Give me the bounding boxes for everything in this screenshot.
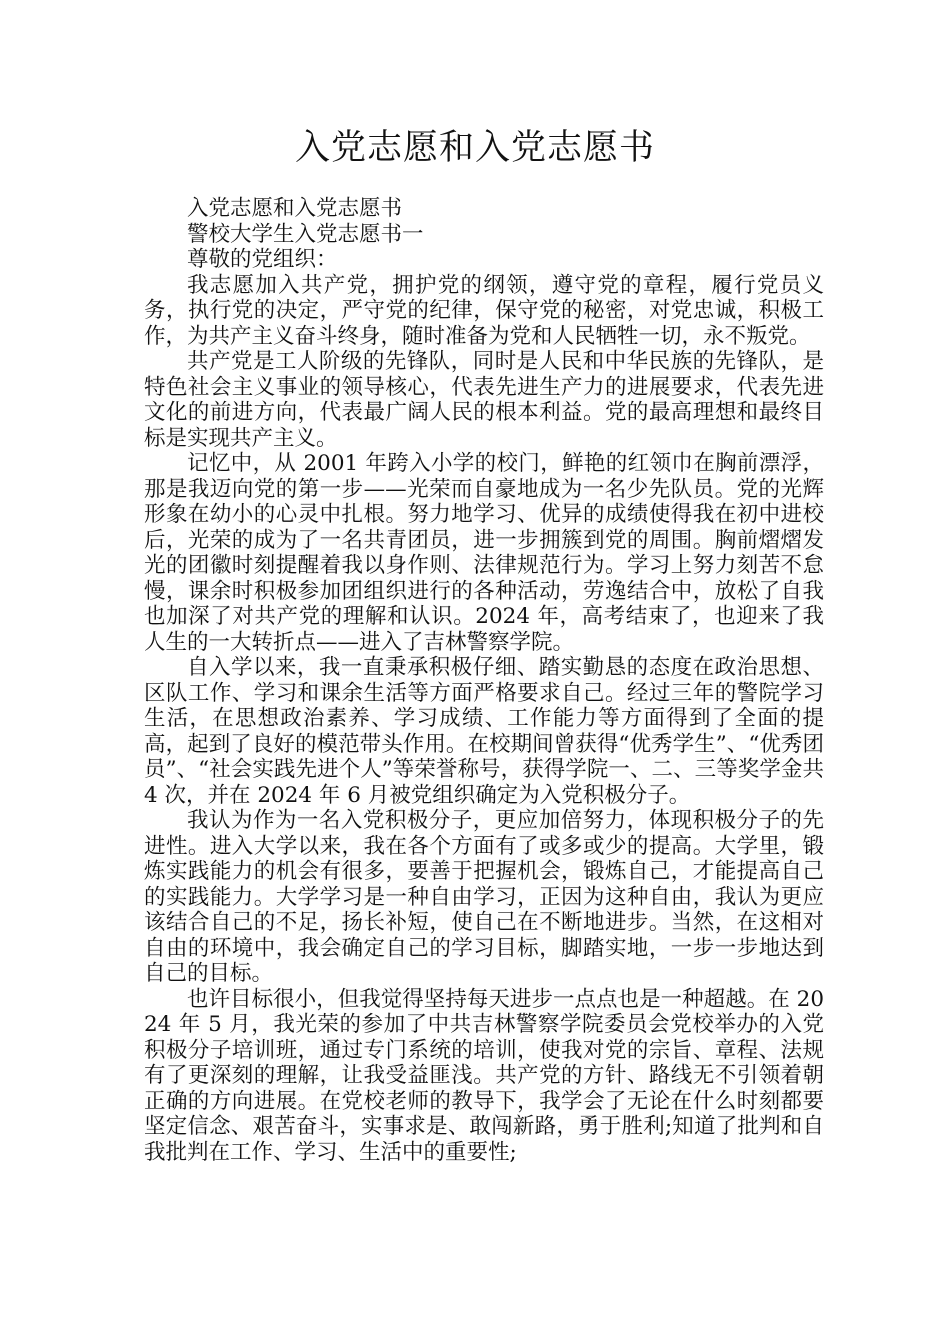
- subheading-line: 警校大学生入党志愿书一: [187, 221, 424, 247]
- paragraph: 也许目标很小，但我觉得坚持每天进步一点点也是一种超越。在 2024 年 5 月，我光荣的参加了中共吉林警察学院委员会党校举办的入党积极分子培训班，通过专门系统的培训，使我对党的宗旨、章程、法规有了更深刻的理解，让我受益匪浅。共产党的方针、路线无不引领着朝正确的方向进展。在党校老师的教导下，我学会了无论在什么时刻都要坚定信念、艰苦奋斗，实事求是、敢闯新路，勇于胜利;知道了批判和自我批判在工作、学习、生活中的重要性;: [144, 986, 824, 1165]
- paragraph: 记忆中，从 2001 年跨入小学的校门，鲜艳的红领巾在胸前漂浮，那是我迈向党的第一步——光荣而自豪地成为一名少先队员。党的光辉形象在幼小的心灵中扎根。努力地学习、优异的成绩使得我在初中进校后，光荣的成为了一名共青团员，进一步拥簇到党的周围。胸前熠熠发光的团徽时刻提醒着我以身作则、法律规范行为。学习上努力刻苦不怠慢，课余时积极参加团组织进行的各种活动，劳逸结合中，放松了自我也加深了对共产党的理解和认识。2024 年，高考结束了，也迎来了我人生的一大转折点——进入了吉林警察学院。: [144, 451, 824, 655]
- document-body: [144, 196, 824, 1165]
- heading-line: 入党志愿和入党志愿书: [187, 196, 403, 221]
- paragraph: 我志愿加入共产党，拥护党的纲领，遵守党的章程，履行党员义务，执行党的决定，严守党的纪律，保守党的秘密，对党忠诚，积极工作，为共产主义奋斗终身，随时准备为党和人民牺牲一切，永不叛党。: [144, 272, 824, 349]
- document-title: 入党志愿和入党志愿书: [294, 128, 655, 168]
- salutation: 尊敬的党组织：: [187, 247, 338, 272]
- paragraph: 我认为作为一名入党积极分子，更应加倍努力，体现积极分子的先进性。进入大学以来，我在各个方面有了或多或少的提高。大学里，锻炼实践能力的机会有很多，要善于把握机会，锻炼自己，才能提高自己的实践能力。大学学习是一种自由学习，正因为这种自由，我认为更应该结合自己的不足，扬长补短，使自己在不断地进步。当然，在这相对自由的环境中，我会确定自己的学习目标，脚踏实地，一步一步地达到自己的目标。: [144, 808, 824, 986]
- paragraph: 自入学以来，我一直秉承积极仔细、踏实勤恳的态度在政治思想、区队工作、学习和课余生活等方面严格要求自己。经过三年的警院学习生活，在思想政治素养、学习成绩、工作能力等方面得到了全面的提高，起到了良好的模范带头作用。在校期间曾获得“优秀学生”、“优秀团员”、“社会实践先进个人”等荣誉称号，获得学院一、二、三等奖学金共 4 次，并在 2024 年 6 月被党组织确定为入党积极分子。: [144, 655, 824, 808]
- paragraph: 共产党是工人阶级的先锋队，同时是人民和中华民族的先锋队，是特色社会主义事业的领导核心，代表先进生产力的进展要求，代表先进文化的前进方向，代表最广阔人民的根本利益。党的最高理想和最终目标是实现共产主义。: [144, 349, 824, 451]
